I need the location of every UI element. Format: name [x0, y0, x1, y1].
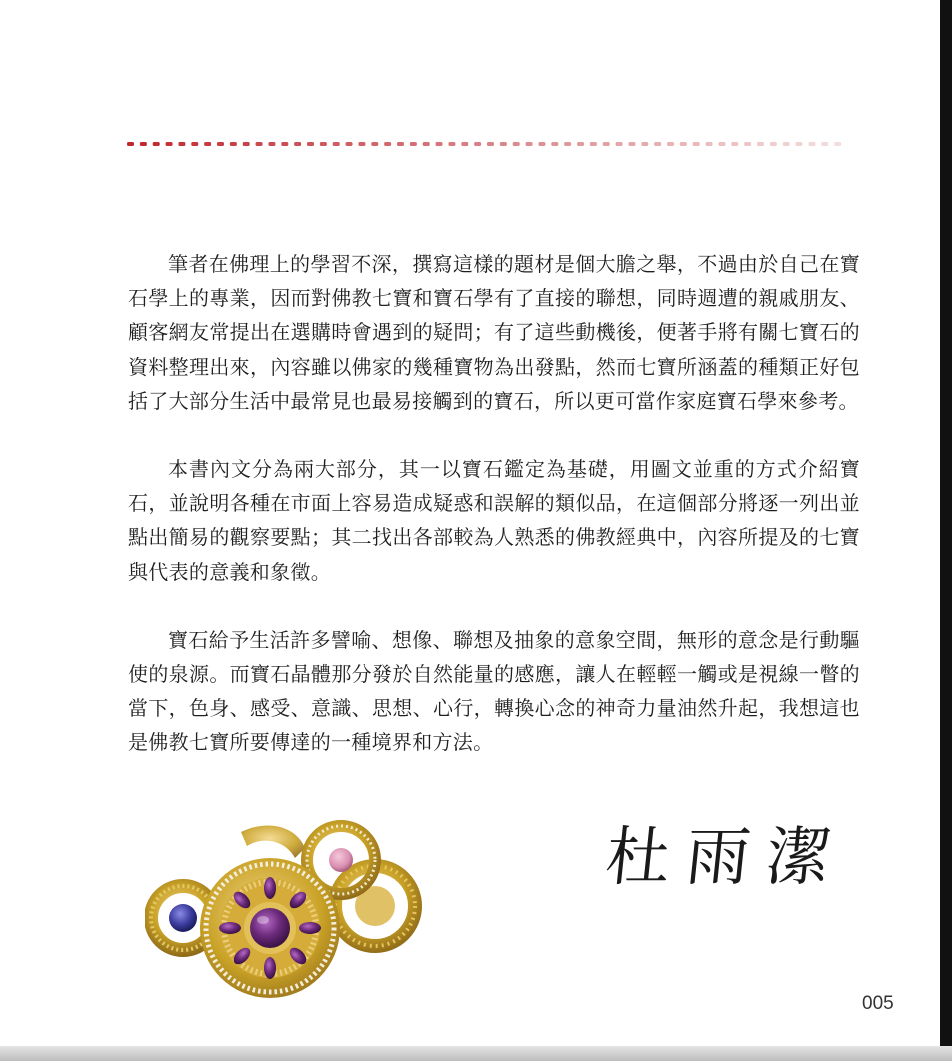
divider-dot	[821, 142, 828, 146]
divider-dot	[358, 142, 365, 146]
divider-dot	[616, 142, 623, 146]
divider-dot	[178, 142, 185, 146]
body-text	[128, 247, 860, 794]
divider-dot	[461, 142, 468, 146]
divider-dot	[397, 142, 404, 146]
divider-dot	[641, 142, 648, 146]
paragraph-2: 本書內文分為兩大部分，其一以寶石鑑定為基礎，用圖文並重的方式介紹寶石，並說明各種在市面上容易造成疑惑和誤解的類似品，在這個部分將逐一列出並點出簡易的觀察要點；其二找出各部較為人熟悉的佛教經典中，內容所提及的七寶與代表的意義和象徵。	[128, 457, 860, 584]
divider-dot	[487, 142, 494, 146]
divider-dot	[333, 142, 340, 146]
divider-dot	[834, 142, 841, 146]
divider-dot	[667, 142, 674, 146]
divider-dot	[294, 142, 301, 146]
divider-dot	[538, 142, 545, 146]
divider-dot	[693, 142, 700, 146]
divider-dot	[230, 142, 237, 146]
divider-dot	[474, 142, 481, 146]
divider-dot	[680, 142, 687, 146]
page-number: 005	[862, 993, 894, 1014]
divider-dot	[153, 142, 160, 146]
divider-dot	[243, 142, 250, 146]
divider-dot	[371, 142, 378, 146]
author-signature: 杜雨潔	[602, 821, 850, 895]
divider-dot	[590, 142, 597, 146]
divider-dot	[603, 142, 610, 146]
divider-dot	[551, 142, 558, 146]
divider-dot	[448, 142, 455, 146]
divider-dot	[307, 142, 314, 146]
divider-dot	[384, 142, 391, 146]
divider-dot	[731, 142, 738, 146]
divider-dot	[796, 142, 803, 146]
divider-dot	[564, 142, 571, 146]
divider-dot	[281, 142, 288, 146]
divider-dot	[204, 142, 211, 146]
divider-dot	[706, 142, 713, 146]
divider-dot	[513, 142, 520, 146]
divider-dot	[654, 142, 661, 146]
divider-dot	[628, 142, 635, 146]
page-bottom-edge	[0, 1046, 952, 1061]
divider-dot	[436, 142, 443, 146]
paragraph-1: 筆者在佛理上的學習不深，撰寫這樣的題材是個大膽之舉，不過由於自己在寶石學上的專業，因而對佛教七寶和寶石學有了直接的聯想，同時週遭的親戚朋友、顧客網友常提出在選購時會遇到的疑問；有了這些動機後，便著手將有關七寶石的資料整理出來，內容雖以佛家的幾種寶物為出發點，然而七寶所涵蓋的種類正好包括了大部分生活中最常見也最易接觸到的寶石，所以更可當作家庭寶石學來參考。	[128, 252, 860, 413]
divider-dot	[268, 142, 275, 146]
divider-dot	[423, 142, 430, 146]
page-edge-shadow	[940, 0, 952, 1061]
divider-dot	[320, 142, 327, 146]
divider-dot	[577, 142, 584, 146]
dotted-divider	[127, 141, 847, 147]
divider-dot	[757, 142, 764, 146]
divider-dot	[191, 142, 198, 146]
divider-dot	[346, 142, 353, 146]
divider-dot	[808, 142, 815, 146]
divider-dot	[217, 142, 224, 146]
divider-dot	[718, 142, 725, 146]
divider-dot	[770, 142, 777, 146]
divider-dot	[526, 142, 533, 146]
divider-dot	[166, 142, 173, 146]
divider-dot	[744, 142, 751, 146]
paragraph-3: 寶石給予生活許多譬喻、想像、聯想及抽象的意象空間，無形的意念是行動驅使的泉源。而寶石晶體那分發於自然能量的感應，讓人在輕輕一觸或是視線一瞥的當下，色身、感受、意識、思想、心行，轉換心念的神奇力量油然升起，我想這也是佛教七寶所要傳達的一種境界和方法。	[128, 627, 860, 755]
divider-dot	[410, 142, 417, 146]
divider-dot	[783, 142, 790, 146]
divider-dot	[140, 142, 147, 146]
divider-dot	[127, 142, 134, 146]
divider-dot	[500, 142, 507, 146]
gemstone-jewelry-image	[145, 818, 425, 1003]
divider-dot	[256, 142, 263, 146]
